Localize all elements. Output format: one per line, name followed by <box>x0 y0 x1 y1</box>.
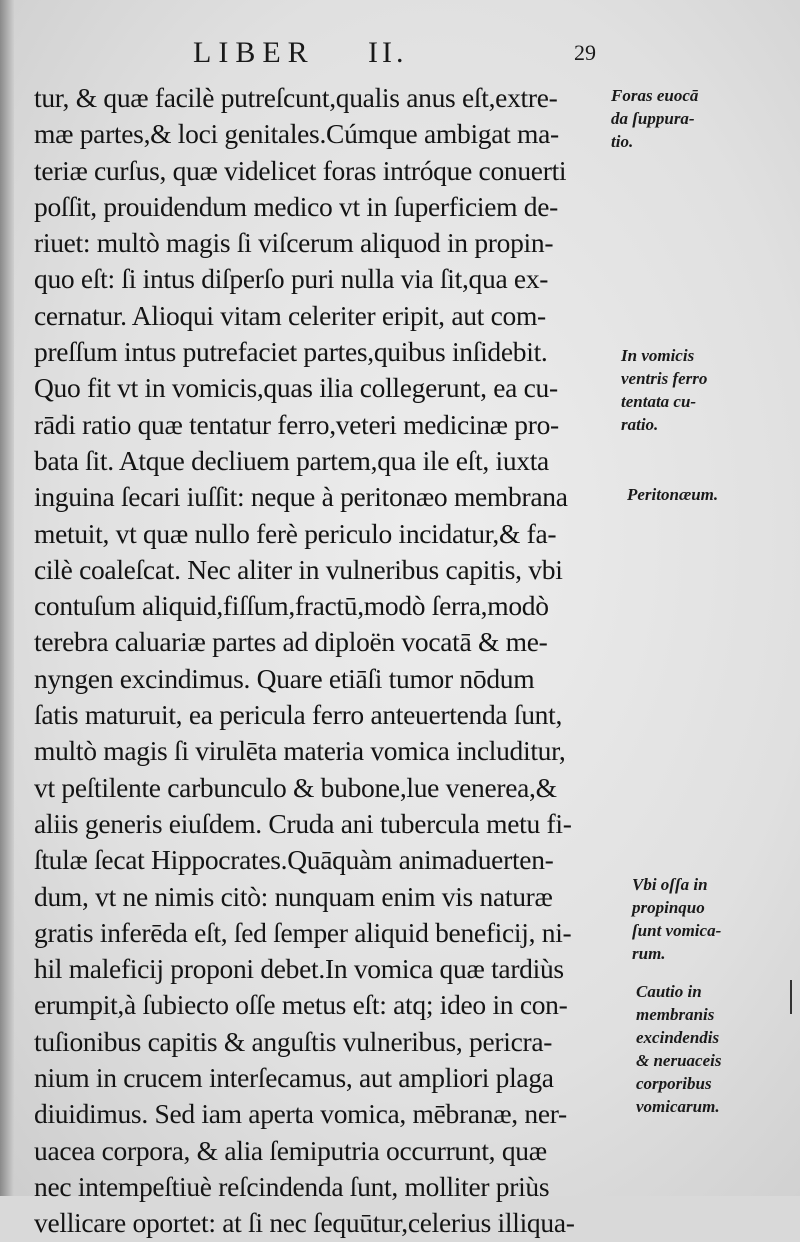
text-line: contuſum aliquid,fiſſum,fractū,modò ſerra,modò <box>34 590 549 622</box>
margin-note-foras <box>611 84 698 153</box>
text-line: nec intempeſtiuè reſcindenda ſunt, molliter priùs <box>34 1170 550 1202</box>
text-line: dum, vt ne nimis citò: nunquam enim vis naturæ <box>34 880 553 912</box>
text-line: multò magis ſi virulēta materia vomica includitur, <box>34 735 566 767</box>
margin-note-line: Foras euocā <box>611 86 699 105</box>
margin-note-line: tio. <box>611 132 634 151</box>
text-line: nyngen excindimus. Quare etiāſi tumor nōdum <box>34 662 535 694</box>
margin-note-line: corporibus <box>636 1074 712 1093</box>
running-head-title: LIBER <box>193 36 315 69</box>
text-line: bata ſit. Atque decliuem partem,qua ile eſt, iuxta <box>34 444 549 476</box>
margin-note-line: propinquo <box>632 898 705 917</box>
text-line: vellicare oportet: at ſi nec ſequūtur,celerius illiqua- <box>34 1207 575 1239</box>
text-line: erumpit,à ſubiecto oſſe metus eſt: atq; ideo in con- <box>34 989 568 1021</box>
text-line: quo eſt: ſi intus diſperſo puri nulla via ſit,qua ex- <box>34 263 549 295</box>
margin-note-vomicis <box>621 344 707 436</box>
text-line: tur, & quæ facilè putreſcunt,qualis anus eſt,extre- <box>34 82 558 113</box>
text-line: tuſionibus capitis & anguſtis vulneribus, pericra- <box>34 1025 553 1057</box>
margin-note-line: Peritonæum. <box>627 485 719 504</box>
margin-note-line: excindendis <box>636 1028 720 1047</box>
margin-note-line: Vbi oſſa in <box>632 875 708 894</box>
text-line: riuet: multò magis ſi viſcerum aliquod in propin- <box>34 227 554 259</box>
text-line: nium in crucem interſecamus, aut ampliori plaga <box>34 1062 554 1094</box>
text-line: metuit, vt quæ nullo ferè periculo incidatur,& fa- <box>34 517 557 549</box>
text-line: terebra caluariæ partes ad diploën vocatā & me- <box>34 626 548 658</box>
text-line: rādi ratio quæ tentatur ferro,veteri medicinæ pro- <box>34 408 559 440</box>
margin-note-line: membranis <box>636 1005 715 1024</box>
text-line: cernatur. Alioqui vitam celeriter eripit, aut com- <box>34 299 546 331</box>
text-line: hil maleficij proponi debet.In vomica quæ tardiùs <box>34 953 564 985</box>
margin-note-line: Cautio in <box>636 982 702 1001</box>
margin-note-line: tentata cu- <box>621 392 697 411</box>
text-line: inguina ſecari iuſſit: neque à peritonæo membrana <box>34 481 568 513</box>
text-line: teriæ curſus, quæ videlicet foras intróque conuerti <box>34 154 567 186</box>
text-line: uacea corpora, & alia ſemiputria occurrunt, quæ <box>34 1134 547 1166</box>
margin-note-cautio <box>636 980 721 1118</box>
text-line: vt peſtilente carbunculo & bubone,lue venerea,& <box>34 771 557 803</box>
text-line: mæ partes,& loci genitales.Cúmque ambigat ma- <box>34 118 559 150</box>
text-line: ſtulæ ſecat Hippocrates.Quāquàm animaduerten- <box>34 844 554 876</box>
page-number: 29 <box>574 40 596 65</box>
margin-note-line: da ſuppura- <box>611 109 695 128</box>
text-line: Quo fit vt in vomicis,quas ilia collegerunt, ea cu- <box>34 372 558 404</box>
text-line: preſſum intus putrefaciet partes,quibus inſidebit. <box>34 336 548 368</box>
text-line: diuidimus. Sed iam aperta vomica, mēbranæ, ner- <box>34 1098 567 1130</box>
text-line: ſatis maturuit, ea pericula ferro anteuertenda ſunt, <box>34 699 563 731</box>
text-line: poſſit, prouidendum medico vt in ſuperficiem de- <box>34 190 559 222</box>
running-head-book: II. <box>368 36 408 69</box>
margin-note-line: ſunt vomica- <box>632 921 722 940</box>
text-line: gratis inferēda eſt, ſed ſemper aliquid beneficij, ni- <box>34 916 572 948</box>
margin-note-line: vomicarum. <box>636 1097 720 1116</box>
margin-bracket <box>784 980 792 1014</box>
margin-note-ossa <box>632 873 721 965</box>
margin-note-line: ventris ferro <box>621 369 708 388</box>
margin-note-line: & neruaceis <box>636 1051 722 1070</box>
text-line: aliis generis eiuſdem. Cruda ani tubercula metu fi- <box>34 807 572 839</box>
text-line: cilè coaleſcat. Nec aliter in vulneribus capitis, vbi <box>34 553 563 585</box>
margin-note-line: In vomicis <box>621 346 695 365</box>
margin-note-peritonaeum <box>627 483 718 506</box>
margin-note-line: rum. <box>632 944 666 963</box>
margin-note-line: ratio. <box>621 415 659 434</box>
